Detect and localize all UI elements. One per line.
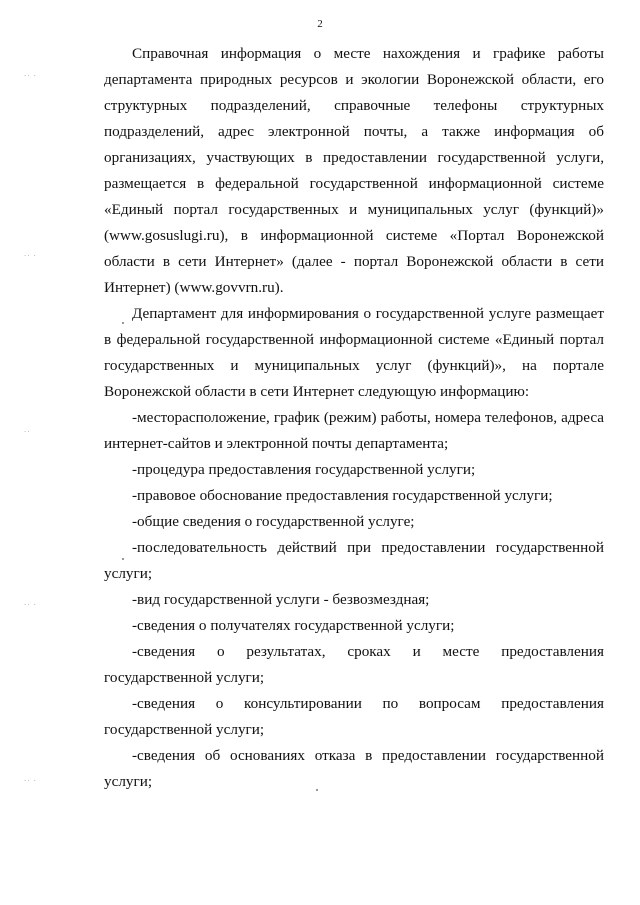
scan-margin-mark: ·· bbox=[24, 428, 31, 436]
list-item-refusal-grounds: -сведения об основаниях отказа в предоставлении государственной услуги; bbox=[104, 747, 604, 790]
scan-margin-mark: ·· · bbox=[24, 601, 37, 609]
document-body bbox=[104, 41, 604, 795]
scan-margin-mark: ·· · bbox=[24, 72, 37, 80]
paragraph-department-informing: Департамент для информирования о государственной услуге размещает в федеральной государственной информационной системе «Единый портал государственных и муниципальных услуг (функций)», на портале Воронежской области в сети Интернет следующую информацию: bbox=[104, 305, 604, 400]
list-item-procedure: -процедура предоставления государственной услуги; bbox=[132, 461, 476, 478]
paragraph-contact-info: Справочная информация о месте нахождения и графике работы департамента природных ресурсов и экологии Воронежской области, его структурных подразделений, справочные телефоны структурных подразделений, адрес электронной почты, а также информация об организациях, участвующих в предоставлении государственной услуги, размещается в федеральной государственной информационной системе «Единый портал государственных и муниципальных услуг (функций)» (www.gosuslugi.ru), в информационной системе «Портал Воронежской области в сети Интернет» (далее - портал Воронежской области в сети Интернет) (www.govvrn.ru). bbox=[104, 45, 604, 296]
list-item-sequence: -последовательность действий при предоставлении государственной услуги; bbox=[104, 539, 604, 582]
page-number: 2 bbox=[317, 18, 323, 30]
list-item-legal-basis: -правовое обоснование предоставления государственной услуги; bbox=[132, 487, 553, 504]
list-item-general-info: -общие сведения о государственной услуге; bbox=[132, 513, 415, 530]
scan-margin-mark: ·· · bbox=[24, 777, 37, 785]
list-item-recipients: -сведения о получателях государственной услуги; bbox=[132, 617, 455, 634]
scan-margin-mark: ·· · bbox=[24, 252, 37, 260]
list-item-results-terms: -сведения о результатах, сроках и месте предоставления государственной услуги; bbox=[104, 643, 604, 686]
list-item-service-type: -вид государственной услуги - безвозмездная; bbox=[132, 591, 430, 608]
list-item-location-schedule: -месторасположение, график (режим) работы, номера телефонов, адреса интернет-сайтов и электронной почты департамента; bbox=[104, 409, 604, 452]
list-item-consulting: -сведения о консультировании по вопросам предоставления государственной услуги; bbox=[104, 695, 604, 738]
